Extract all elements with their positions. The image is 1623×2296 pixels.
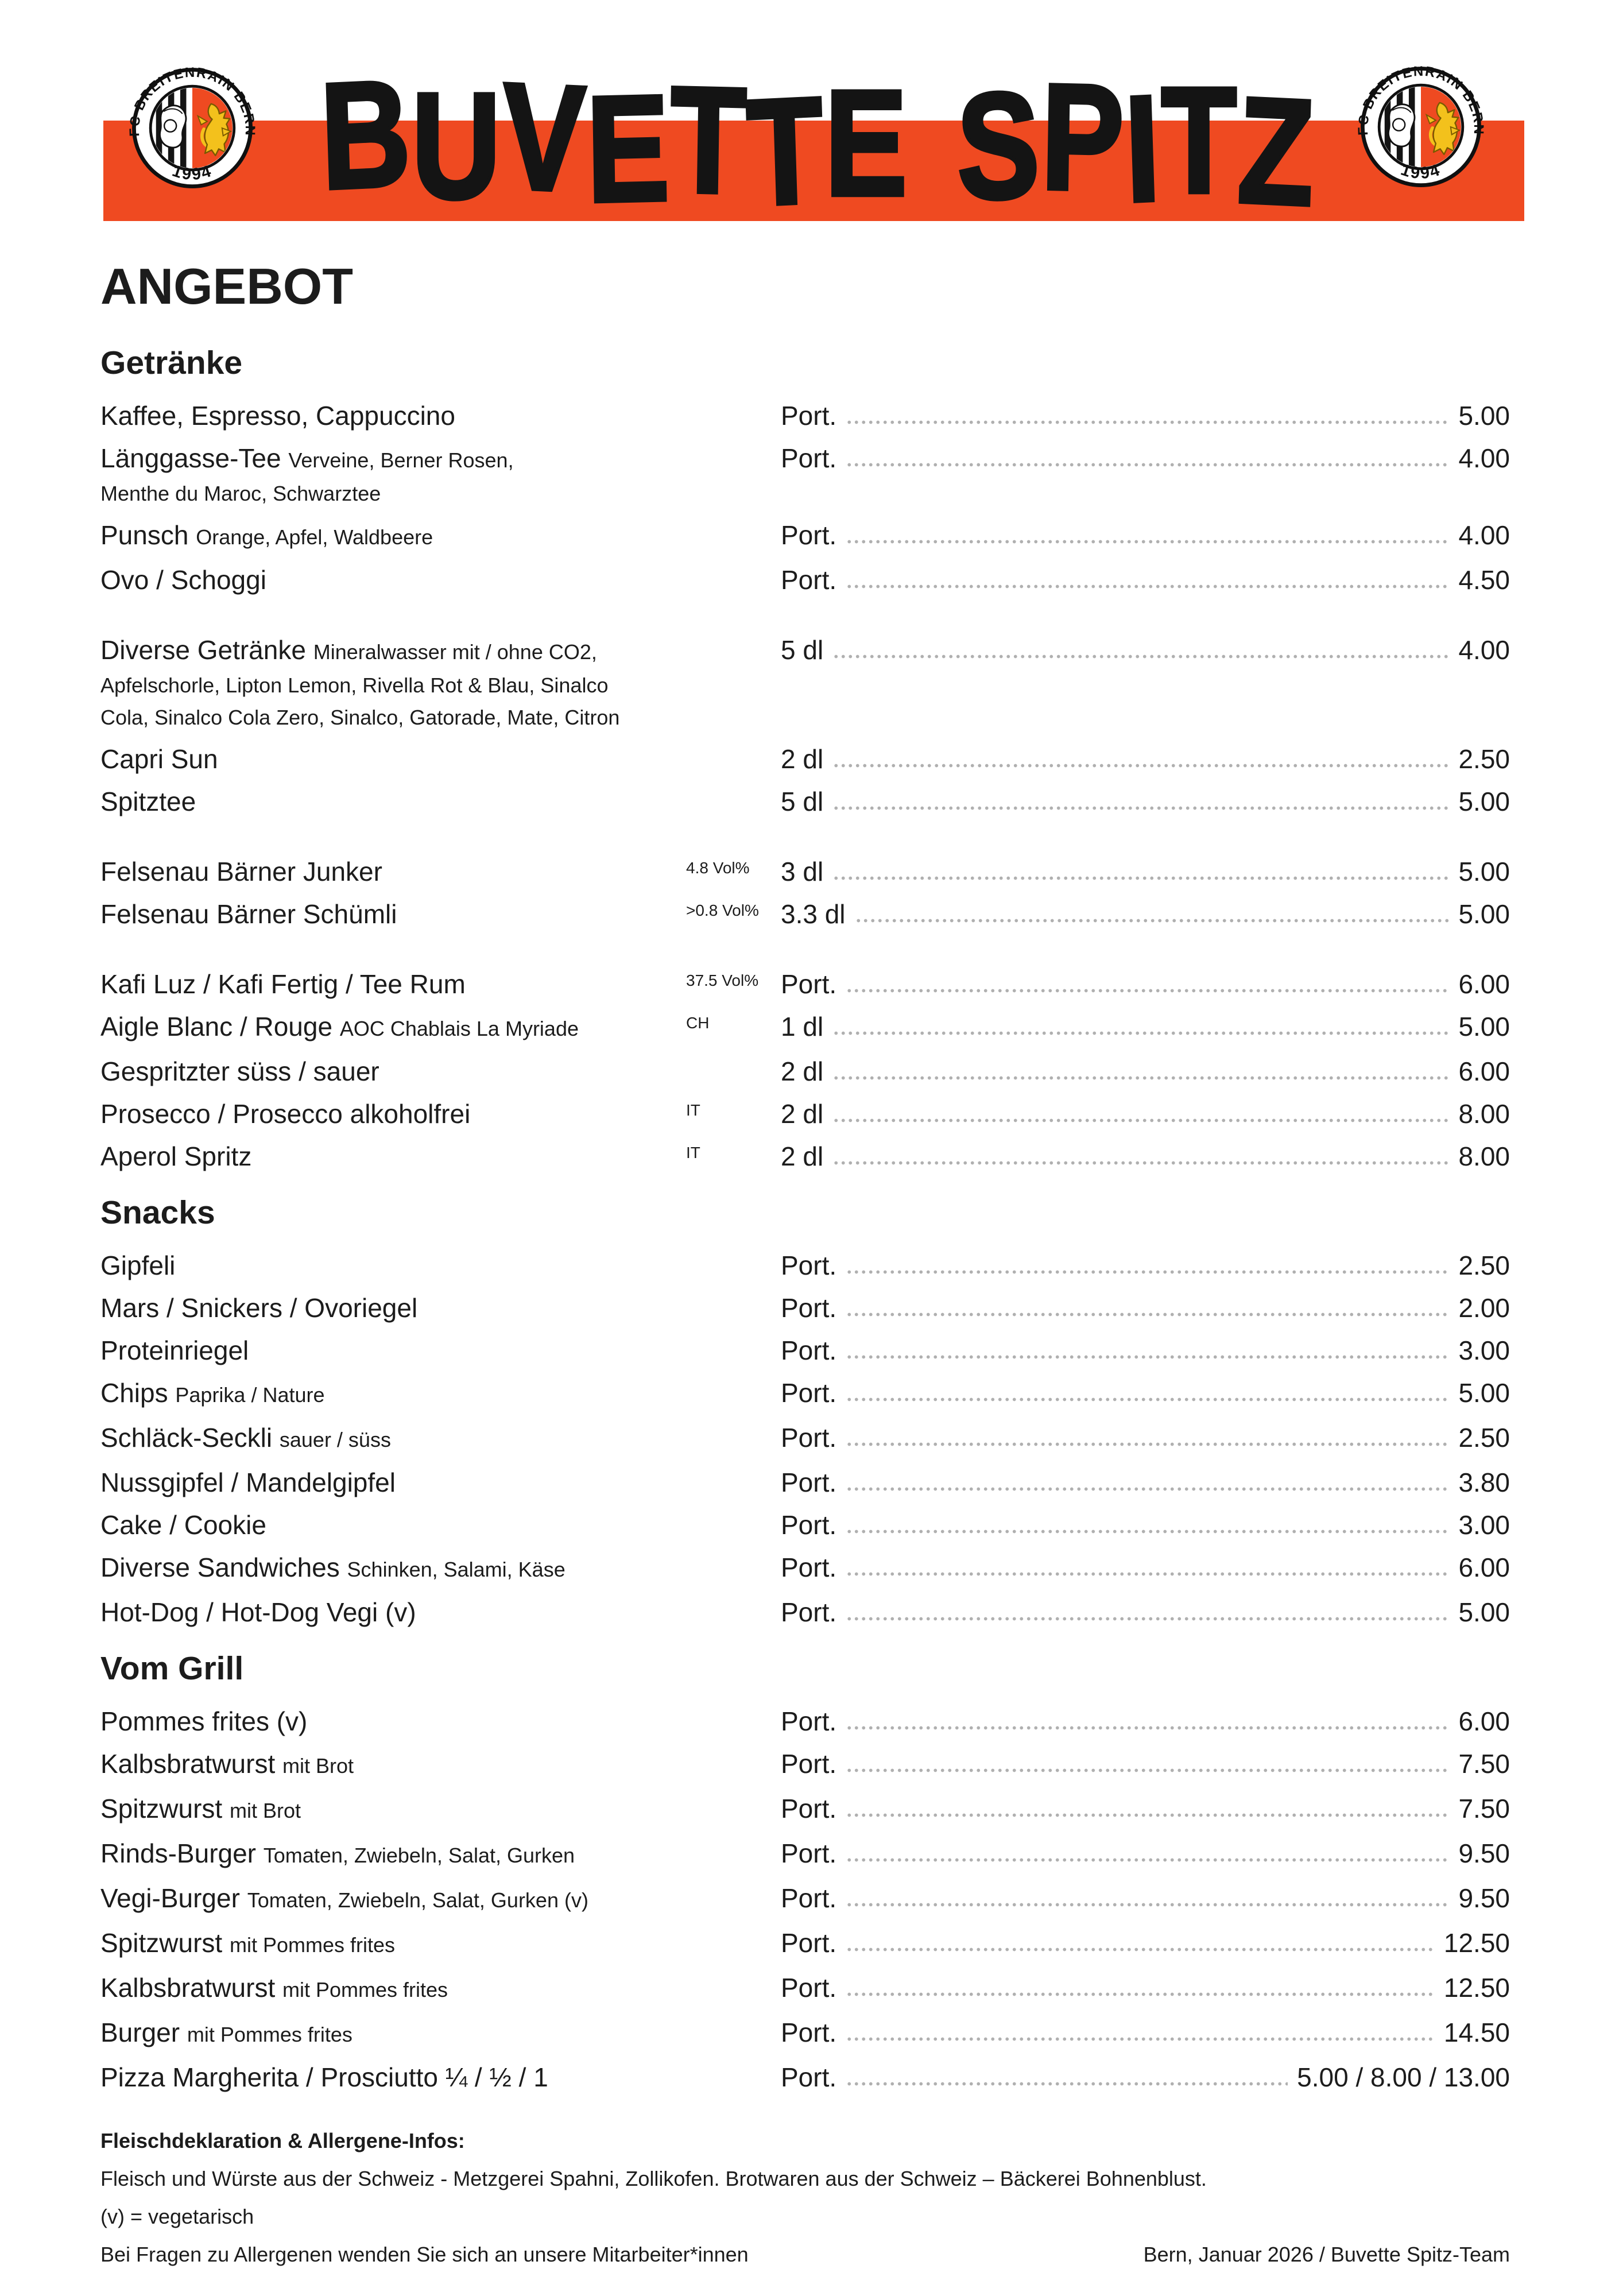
menu-item-row (100, 1291, 1510, 1325)
item-size-label: Port. (781, 1706, 837, 1736)
footer-vegetarian-note: (v) = vegetarisch (100, 2205, 254, 2228)
item-size-label: Port. (781, 1378, 837, 1408)
item-name-cell (100, 1881, 686, 1918)
item-description: AOC Chablais La Myriade (339, 1017, 579, 1040)
item-name: Aigle Blanc / Rouge AOC Chablais La Myriade (100, 1012, 579, 1041)
item-alcohol-origin-label (686, 441, 781, 447)
item-price: 5.00 (1458, 857, 1510, 886)
dotted-leader (846, 1747, 1449, 1781)
item-size-label: 2 dl (781, 1141, 824, 1171)
item-size-label: Port. (781, 1335, 837, 1365)
item-price: 6.00 (1458, 1552, 1510, 1582)
menu-item-row (100, 1747, 1510, 1783)
item-price: 2.00 (1458, 1293, 1510, 1323)
banner-title-letter: T (669, 55, 749, 226)
item-alcohol-origin-label (686, 1550, 781, 1556)
item-name: Spitztee (100, 787, 196, 816)
item-size-label: Port. (781, 2018, 837, 2047)
item-alcohol-origin-label (686, 1595, 781, 1601)
item-size-label: Port. (781, 1838, 837, 1868)
item-alcohol-origin-label (686, 1747, 781, 1752)
item-alcohol-origin-label: 4.8 Vol% (686, 859, 750, 877)
menu-item-row (100, 1009, 1510, 1046)
item-name-cell (100, 1926, 686, 1962)
item-name: Ovo / Schoggi (100, 565, 266, 595)
item-name-cell (100, 1333, 686, 1368)
item-alcohol-origin-label: IT (686, 1144, 700, 1161)
dotted-leader (832, 1097, 1449, 1131)
menu-item-row (100, 441, 1510, 510)
item-description: mit Pommes frites (187, 2023, 353, 2046)
item-name: Mars / Snickers / Ovoriegel (100, 1293, 418, 1323)
dotted-leader (846, 2015, 1435, 2050)
item-description: mit Brot (229, 1799, 301, 1822)
item-name-cell (100, 1747, 686, 1783)
item-price: 4.00 (1458, 635, 1510, 665)
header-banner (0, 0, 1623, 299)
item-description: Paprika / Nature (175, 1383, 325, 1407)
section-title: Snacks (100, 1194, 215, 1231)
item-name: Pommes frites (v) (100, 1706, 308, 1736)
menu-item-row (100, 1139, 1510, 1174)
item-price: 8.00 (1458, 1141, 1510, 1171)
dotted-leader (832, 633, 1449, 667)
banner-title-letter: E (585, 63, 672, 234)
item-price: 5.00 (1458, 401, 1510, 431)
item-name: Felsenau Bärner Junker (100, 857, 382, 886)
dotted-leader (846, 1704, 1449, 1739)
dotted-leader (846, 398, 1449, 433)
dotted-leader (855, 897, 1450, 931)
item-name-cell (100, 1791, 686, 1828)
menu-item-row (100, 854, 1510, 889)
item-price: 2.50 (1458, 1423, 1510, 1453)
item-name: Vegi-Burger Tomaten, Zwiebeln, Salat, Gurken (v) (100, 1883, 588, 1913)
item-alcohol-origin-label (686, 1376, 781, 1381)
item-size-label: Port. (781, 443, 837, 473)
dotted-leader (832, 1054, 1449, 1089)
item-name-cell (100, 1376, 686, 1412)
dotted-leader (832, 784, 1449, 819)
item-name: Cake / Cookie (100, 1510, 266, 1540)
dotted-leader (846, 1376, 1449, 1410)
dotted-leader (846, 1550, 1449, 1585)
menu-item-row (100, 563, 1510, 597)
item-name-cell (100, 1248, 686, 1283)
menu-item-row (100, 1881, 1510, 1918)
menu-item-row (100, 1704, 1510, 1739)
dotted-leader (846, 1508, 1449, 1542)
item-name-cell (100, 398, 686, 433)
item-size-label: Port. (781, 1250, 837, 1280)
item-alcohol-origin-label (686, 1291, 781, 1296)
menu-item-row (100, 1836, 1510, 1873)
item-name-cell (100, 1970, 686, 2007)
dotted-leader (846, 1926, 1435, 1960)
item-price: 14.50 (1443, 2018, 1510, 2047)
item-size-label: Port. (781, 1468, 837, 1497)
item-name: Proteinriegel (100, 1335, 249, 1365)
item-description: Verveine, Berner Rosen, (288, 448, 514, 472)
item-size-label: Port. (781, 1423, 837, 1453)
item-alcohol-origin-label (686, 1791, 781, 1797)
item-description: Orange, Apfel, Waldbeere (196, 525, 433, 549)
item-name-cell (100, 1420, 686, 1457)
menu-item-row (100, 1595, 1510, 1629)
menu-item-row (100, 1376, 1510, 1412)
dotted-leader (846, 1465, 1449, 1500)
item-name-cell (100, 2015, 686, 2052)
item-alcohol-origin-label: IT (686, 1101, 700, 1119)
dotted-leader (832, 854, 1449, 889)
footer-declaration-line: Fleisch und Würste aus der Schweiz - Metzgerei Spahni, Zollikofen. Brotwaren aus der Schweiz – Bäckerei Bohnenblust. (100, 2167, 1207, 2190)
banner-title-letter: V (499, 51, 590, 224)
banner-title-letter: T (745, 65, 828, 238)
item-price: 6.00 (1458, 1056, 1510, 1086)
item-price: 9.50 (1458, 1838, 1510, 1868)
item-name-cell (100, 1291, 686, 1325)
item-price: 5.00 / 8.00 / 13.00 (1297, 2062, 1510, 2092)
dotted-leader (846, 518, 1449, 552)
item-name-cell (100, 967, 686, 1001)
item-name: Kalbsbratwurst mit Pommes frites (100, 1973, 448, 2003)
banner-title-letter: Z (1235, 65, 1318, 238)
item-price: 6.00 (1458, 1706, 1510, 1736)
item-name-cell (100, 1097, 686, 1131)
item-alcohol-origin-label: CH (686, 1014, 710, 1032)
item-name: Kalbsbratwurst mit Brot (100, 1749, 354, 1779)
item-description-line: Menthe du Maroc, Schwarztee (100, 482, 381, 505)
item-size-label: Port. (781, 1794, 837, 1823)
fc-breitenrain-logo-right (1355, 61, 1487, 193)
section-title: Vom Grill (100, 1650, 244, 1687)
item-description: Tomaten, Zwiebeln, Salat, Gurken (263, 1844, 575, 1867)
footer-heading: Fleischdeklaration & Allergene-Infos: (100, 2129, 465, 2152)
item-size-label: Port. (781, 1293, 837, 1323)
item-name-cell (100, 784, 686, 819)
item-size-label: 2 dl (781, 744, 824, 774)
dotted-leader (846, 1881, 1449, 1915)
dotted-leader (846, 1970, 1435, 2005)
item-size-label: Port. (781, 1552, 837, 1582)
menu-item-row (100, 1926, 1510, 1962)
item-size-label: Port. (781, 520, 837, 550)
item-name: Aperol Spritz (100, 1141, 252, 1171)
item-price: 8.00 (1458, 1099, 1510, 1129)
item-alcohol-origin-label: 37.5 Vol% (686, 971, 759, 989)
footer (100, 2122, 1510, 2274)
footer-bottom-row (100, 2236, 1510, 2274)
item-name: Gespritzter süss / sauer (100, 1056, 379, 1086)
menu-item-row (100, 1054, 1510, 1089)
dotted-leader (832, 1009, 1449, 1044)
item-size-label: 2 dl (781, 1056, 824, 1086)
item-price: 4.00 (1458, 520, 1510, 550)
item-name-cell (100, 1139, 686, 1174)
item-name-cell (100, 1508, 686, 1542)
item-size-label: 5 dl (781, 635, 824, 665)
item-alcohol-origin-label (686, 1508, 781, 1513)
item-name-cell (100, 854, 686, 889)
banner-title-letter: P (1040, 52, 1127, 223)
item-name: Burger mit Pommes frites (100, 2018, 353, 2047)
banner-title (301, 48, 1335, 238)
item-size-label: Port. (781, 1597, 837, 1627)
item-alcohol-origin-label (686, 742, 781, 748)
item-name-cell (100, 1465, 686, 1500)
item-name: Schläck-Seckli sauer / süss (100, 1423, 391, 1453)
item-name-cell (100, 742, 686, 776)
item-size-label: 1 dl (781, 1012, 824, 1041)
item-name: Kaffee, Espresso, Cappuccino (100, 401, 455, 431)
menu-item-row (100, 1508, 1510, 1542)
item-alcohol-origin-label (686, 784, 781, 790)
item-name-cell (100, 563, 686, 597)
menu-item-row (100, 1248, 1510, 1283)
banner-title-letter: E (824, 58, 909, 227)
item-size-label: 5 dl (781, 787, 824, 816)
item-price: 5.00 (1458, 1378, 1510, 1408)
item-alcohol-origin-label: >0.8 Vol% (686, 901, 759, 919)
dotted-leader (846, 1420, 1449, 1455)
dotted-leader (846, 1836, 1449, 1871)
menu-item-row (100, 1420, 1510, 1457)
menu-item-row (100, 967, 1510, 1001)
item-price: 12.50 (1443, 1973, 1510, 2003)
menu-item-row (100, 1333, 1510, 1368)
item-alcohol-origin-label (686, 563, 781, 568)
item-name: Spitzwurst mit Brot (100, 1794, 301, 1823)
menu-item-row (100, 784, 1510, 819)
item-size-label: Port. (781, 565, 837, 595)
item-price: 3.00 (1458, 1510, 1510, 1540)
item-name: Pizza Margherita / Prosciutto ¼ / ½ / 1 (100, 2062, 548, 2092)
menu-item-row (100, 1465, 1510, 1500)
dotted-leader (846, 1291, 1449, 1325)
item-alcohol-origin-label (686, 2060, 781, 2066)
item-size-label: Port. (781, 969, 837, 999)
item-price: 5.00 (1458, 899, 1510, 929)
item-name: Spitzwurst mit Pommes frites (100, 1928, 395, 1958)
menu-item-row (100, 2060, 1510, 2094)
banner-title-letter: T (1161, 55, 1238, 224)
item-size-label: Port. (781, 1973, 837, 2003)
item-alcohol-origin-label (686, 1836, 781, 1842)
dotted-leader (846, 1333, 1449, 1368)
item-size-label: Port. (781, 1749, 837, 1779)
dotted-leader (846, 1595, 1449, 1629)
menu-item-row (100, 398, 1510, 433)
menu-item-row (100, 1791, 1510, 1828)
item-name-cell (100, 1550, 686, 1587)
menu-sections (100, 344, 1510, 2094)
item-size-label: 3.3 dl (781, 899, 846, 929)
item-name: Capri Sun (100, 744, 218, 774)
item-name-cell (100, 2060, 686, 2094)
item-name: Gipfeli (100, 1250, 176, 1280)
item-description-line: Apfelschorle, Lipton Lemon, Rivella Rot & Blau, Sinalco (100, 673, 609, 697)
item-alcohol-origin-label (686, 2015, 781, 2021)
item-alcohol-origin-label (686, 1926, 781, 1931)
dotted-leader (832, 1139, 1449, 1174)
item-name: Felsenau Bärner Schümli (100, 899, 397, 929)
item-size-label: Port. (781, 1510, 837, 1540)
menu-item-row (100, 1970, 1510, 2007)
item-price: 5.00 (1458, 1597, 1510, 1627)
item-name-cell (100, 1704, 686, 1739)
menu-content (100, 0, 1510, 2274)
item-price: 4.50 (1458, 565, 1510, 595)
item-name: Hot-Dog / Hot-Dog Vegi (v) (100, 1597, 416, 1627)
item-size-label: Port. (781, 401, 837, 431)
item-price: 4.00 (1458, 443, 1510, 473)
item-name-cell (100, 1836, 686, 1873)
item-name-cell (100, 1009, 686, 1046)
page-title: ANGEBOT (100, 258, 353, 315)
banner-title-letter: U (411, 61, 503, 230)
menu-item-row (100, 2015, 1510, 2052)
item-name: Länggasse-Tee Verveine, Berner Rosen, (100, 443, 514, 473)
item-size-label: Port. (781, 1883, 837, 1913)
item-description: Tomaten, Zwiebeln, Salat, Gurken (v) (247, 1888, 588, 1912)
dotted-leader (846, 1791, 1449, 1826)
menu-item-row (100, 742, 1510, 776)
item-price: 5.00 (1458, 1012, 1510, 1041)
item-size-label: 2 dl (781, 1099, 824, 1129)
item-name-cell (100, 897, 686, 931)
banner-title-letter: S (955, 60, 1043, 231)
item-alcohol-origin-label (686, 1248, 781, 1254)
item-name: Chips Paprika / Nature (100, 1378, 325, 1408)
menu-item-row (100, 1550, 1510, 1587)
menu-item-row (100, 897, 1510, 931)
item-name: Kafi Luz / Kafi Fertig / Tee Rum (100, 969, 466, 999)
banner-title-letter: I (1122, 63, 1164, 234)
item-name: Punsch Orange, Apfel, Waldbeere (100, 520, 433, 550)
footer-date-team: Bern, Januar 2026 / Buvette Spitz-Team (1143, 2243, 1510, 2266)
item-price: 7.50 (1458, 1794, 1510, 1823)
item-description: Schinken, Salami, Käse (347, 1558, 565, 1581)
dotted-leader (846, 967, 1449, 1001)
footer-allergen-note: Bei Fragen zu Allergenen wenden Sie sich an unsere Mitarbeiter*innen (100, 2243, 749, 2266)
dotted-leader (832, 742, 1449, 776)
item-name: Diverse Sandwiches Schinken, Salami, Käse (100, 1552, 565, 1582)
item-size-label: Port. (781, 2062, 837, 2092)
item-alcohol-origin-label (686, 1704, 781, 1710)
menu-item-row (100, 518, 1510, 555)
dotted-leader (846, 1248, 1449, 1283)
menu-section-2 (100, 1194, 1510, 1629)
item-description: sauer / süss (279, 1428, 391, 1451)
item-alcohol-origin-label (686, 1881, 781, 1887)
item-price: 2.50 (1458, 1250, 1510, 1280)
item-price: 5.00 (1458, 787, 1510, 816)
item-name: Nussgipfel / Mandelgipfel (100, 1468, 396, 1497)
item-description: mit Brot (282, 1754, 354, 1778)
menu-section-1 (100, 344, 1510, 1174)
item-alcohol-origin-label (686, 398, 781, 404)
item-price: 2.50 (1458, 744, 1510, 774)
item-price: 3.00 (1458, 1335, 1510, 1365)
item-name-cell (100, 1054, 686, 1089)
banner-title-letter: B (318, 48, 415, 221)
item-description-line: Cola, Sinalco Cola Zero, Sinalco, Gatorade, Mate, Citron (100, 706, 620, 729)
item-alcohol-origin-label (686, 518, 781, 524)
item-name-cell (100, 441, 686, 510)
menu-item-row (100, 633, 1510, 734)
item-name-cell (100, 633, 686, 734)
menu-item-row (100, 1097, 1510, 1131)
item-price: 3.80 (1458, 1468, 1510, 1497)
item-size-label: Port. (781, 1928, 837, 1958)
item-description: Mineralwasser mit / ohne CO2, (313, 640, 597, 664)
item-alcohol-origin-label (686, 1970, 781, 1976)
item-name: Prosecco / Prosecco alkoholfrei (100, 1099, 471, 1129)
item-price: 7.50 (1458, 1749, 1510, 1779)
item-description: mit Pommes frites (282, 1978, 448, 2001)
dotted-leader (846, 2060, 1288, 2094)
item-name-cell (100, 1595, 686, 1629)
item-price: 12.50 (1443, 1928, 1510, 1958)
item-alcohol-origin-label (686, 633, 781, 638)
menu-section-3 (100, 1650, 1510, 2094)
item-name: Rinds-Burger Tomaten, Zwiebeln, Salat, Gurken (100, 1838, 575, 1868)
item-alcohol-origin-label (686, 1054, 781, 1060)
item-alcohol-origin-label (686, 1465, 781, 1471)
fc-breitenrain-logo-left (126, 62, 258, 194)
item-price: 6.00 (1458, 969, 1510, 999)
item-name: Diverse Getränke Mineralwasser mit / ohne CO2, (100, 635, 597, 665)
item-description: mit Pommes frites (229, 1933, 395, 1957)
item-alcohol-origin-label (686, 1333, 781, 1339)
item-size-label: 3 dl (781, 857, 824, 886)
dotted-leader (846, 563, 1449, 597)
section-title: Getränke (100, 344, 243, 381)
item-price: 9.50 (1458, 1883, 1510, 1913)
item-alcohol-origin-label (686, 1420, 781, 1426)
dotted-leader (846, 441, 1449, 475)
item-name-cell (100, 518, 686, 555)
